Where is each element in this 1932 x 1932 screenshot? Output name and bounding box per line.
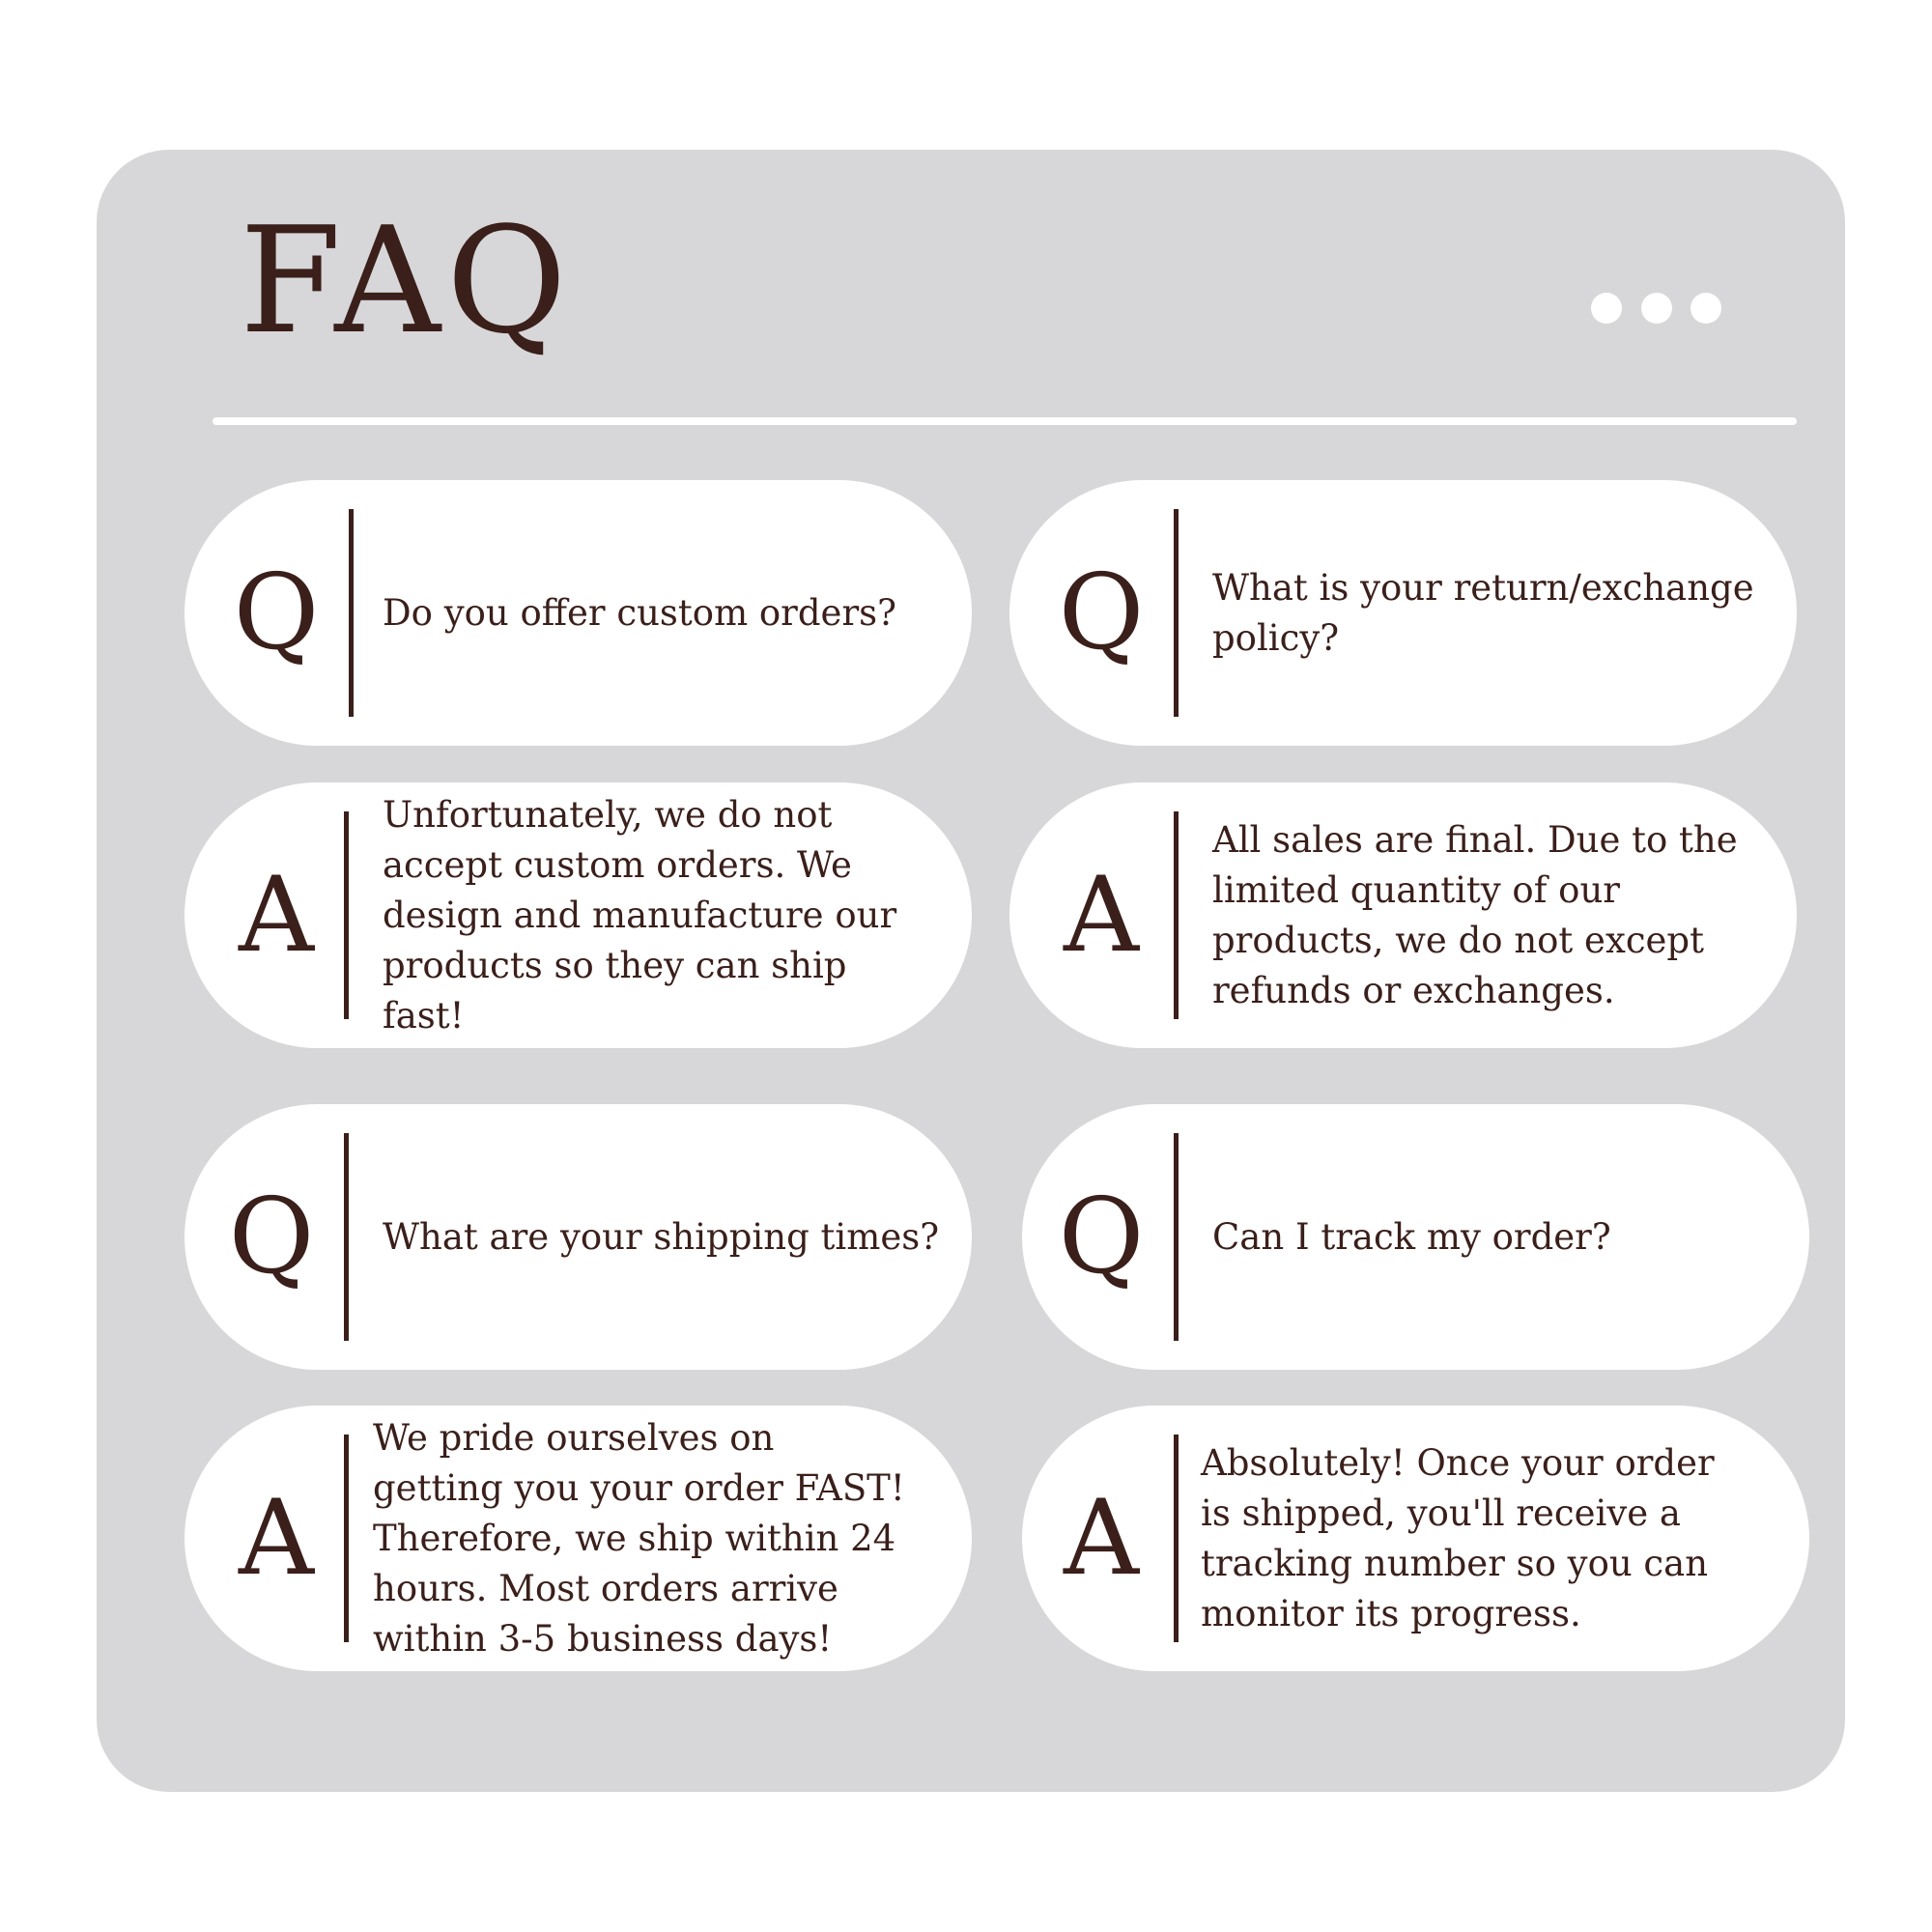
- question-mark: Q: [233, 553, 320, 673]
- card-divider: [1174, 1133, 1179, 1341]
- dot-icon: [1641, 293, 1672, 324]
- card-divider: [1174, 1435, 1179, 1642]
- question-card-3[interactable]: [185, 1104, 972, 1370]
- question-text: What is your return/exchange policy?: [1212, 566, 1754, 659]
- page-title: FAQ: [240, 195, 573, 366]
- answer-text: We pride ourselves on getting you your order FAST! Therefore, we ship within 24 hours. Most orders arrive within 3-5 business days!: [373, 1416, 905, 1660]
- question-mark: Q: [1058, 1177, 1145, 1297]
- answer-text: Absolutely! Once your order is shipped, you'll receive a tracking number so you can monitor its progress.: [1201, 1441, 1715, 1634]
- question-text: Can I track my order?: [1212, 1215, 1611, 1258]
- question-text: What are your shipping times?: [383, 1215, 940, 1258]
- answer-text: All sales are final. Due to the limited quantity of our products, we do not except refunds or exchanges.: [1212, 818, 1738, 1011]
- question-mark: Q: [228, 1177, 315, 1297]
- card-divider: [349, 509, 354, 717]
- answer-mark: A: [1064, 855, 1139, 976]
- card-divider: [344, 811, 349, 1019]
- card-divider: [1174, 811, 1179, 1019]
- answer-card-4: [1022, 1406, 1809, 1671]
- dot-icon: [1591, 293, 1622, 324]
- answer-card-3: [185, 1406, 972, 1671]
- answer-text: Unfortunately, we do not accept custom orders. We design and manufacture our products so they can ship fast!: [383, 793, 897, 1037]
- header-divider: [213, 417, 1797, 425]
- answer-mark: A: [239, 1478, 314, 1599]
- question-card-4[interactable]: [1022, 1104, 1809, 1370]
- question-mark: Q: [1058, 553, 1145, 673]
- card-divider: [344, 1133, 349, 1341]
- answer-mark: A: [239, 855, 314, 976]
- question-text: Do you offer custom orders?: [383, 591, 896, 634]
- dot-icon: [1690, 293, 1721, 324]
- more-options-icon[interactable]: [1591, 293, 1721, 326]
- faq-window: [97, 150, 1845, 1792]
- card-divider: [1174, 509, 1179, 717]
- answer-card-1: [185, 782, 972, 1048]
- question-card-1[interactable]: [185, 480, 972, 746]
- answer-card-2: [1009, 782, 1797, 1048]
- card-divider: [344, 1435, 349, 1642]
- answer-mark: A: [1064, 1478, 1139, 1599]
- question-card-2[interactable]: [1009, 480, 1797, 746]
